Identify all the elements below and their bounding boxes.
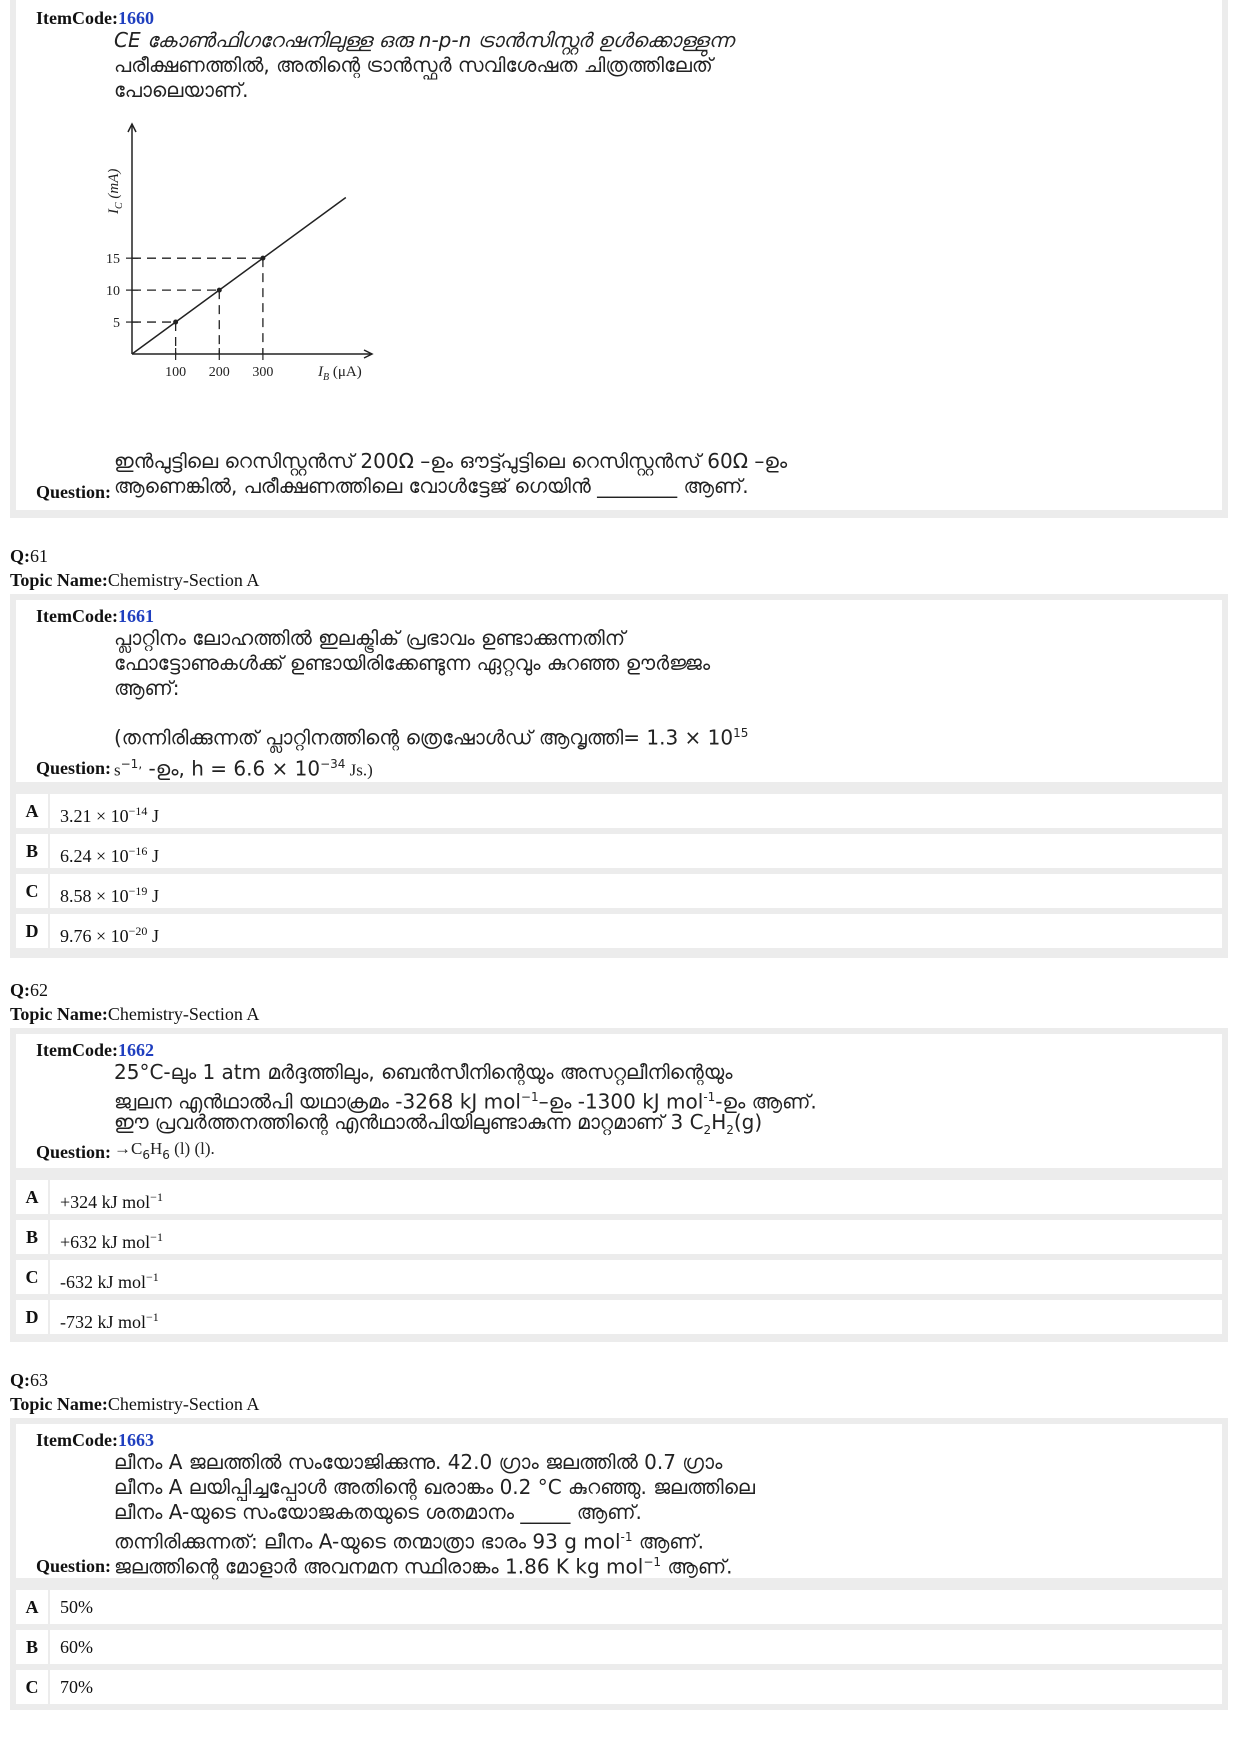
question-number: Q:62 (10, 980, 48, 1000)
question-text-line: ജലത്തിന്റെ മോളാർ അവനമന സ്ഥിരാങ്കം 1.86 K kg mol$^{-1}$ ആണ്. (114, 1554, 733, 1579)
option-text: 50% (60, 1597, 93, 1617)
chart-series (132, 197, 346, 354)
option-b[interactable] (16, 1220, 1222, 1254)
option-text: -732 kJ mol$^{-1}$ (60, 1310, 159, 1332)
question-text-line: 25°C-ലും 1 atm മർദ്ദത്തിലും, ബെൻസീനിന്റെയും അസറ്റലീനിന്റെയും (114, 1060, 733, 1084)
chart-axes (128, 124, 372, 358)
x-tick-label: 300 (252, 365, 274, 380)
item-code-number: 1661 (117, 606, 154, 626)
question-body-1661 (16, 600, 1222, 782)
question-card-1661 (10, 594, 1228, 958)
question-text-line: പോലെയാണ്. (114, 78, 249, 102)
topic-name: Topic Name:Chemistry-Section A (10, 1394, 260, 1414)
option-text: $6.24 \times 10^{-16}$ J (60, 844, 159, 866)
option-d[interactable] (16, 1300, 1222, 1334)
question-label: Question: (36, 758, 112, 778)
option-b[interactable] (16, 834, 1222, 868)
question-number: Q:63 (10, 1370, 48, 1390)
item-code: ItemCode:1660 (36, 8, 154, 28)
question-text-line: ലീനം A ലയിപ്പിച്ചപ്പോൾ അതിന്റെ ഖരാങ്കം 0.2 °C കുറഞ്ഞു. ജലത്തിലെ (114, 1475, 755, 1499)
question-body-1660 (16, 0, 1222, 510)
option-letter: B (16, 1220, 50, 1254)
question-text-line: CE കോൺഫിഗറേഷനിലുള്ള ഒരു n-p-n ട്രാൻസിസ്റ്റർ ഉൾക്കൊള്ളുന്ന (114, 28, 734, 52)
option-letter: A (16, 794, 50, 828)
question-card-1662 (10, 1028, 1228, 1342)
option-c[interactable] (16, 1670, 1222, 1704)
question-text-line: ഫോട്ടോണുകൾക്ക് ഉണ്ടായിരിക്കേണ്ടുന്ന ഏറ്റവും കുറഞ്ഞ ഊർജ്ജം (114, 651, 711, 675)
question-label: Question: (36, 1142, 112, 1162)
question-text-line: തന്നിരിക്കുന്നത്: ലീനം A-യുടെ തന്മാത്രാ ഭാരം 93 g mol$^{-1}$ ആണ്. (114, 1529, 704, 1554)
question-text-line: ലീനം A ജലത്തിൽ സംയോജിക്കുന്നു. 42.0 ഗ്രാം ജലത്തിൽ 0.7 ഗ്രാം (114, 1450, 723, 1474)
item-code-number: 1663 (117, 1430, 154, 1450)
question-label: Question: (36, 1556, 112, 1576)
option-letter: C (16, 1260, 50, 1294)
question-text-line: ഇൻപുട്ടിലെ റെസിസ്റ്റൻസ് 200Ω –ഉം ഔട്ട്പുട്ടിലെ റെസിസ്റ്റൻസ് 60Ω –ഉം (114, 449, 788, 473)
question-text-line: ആണ്: (114, 676, 180, 700)
option-letter: D (16, 914, 50, 948)
question-label: Question: (36, 482, 112, 502)
option-letter: B (16, 1630, 50, 1664)
question-body-1662 (16, 1034, 1222, 1168)
item-code-number: 1662 (117, 1040, 154, 1060)
option-text: $8.58 \times 10^{-19}$ J (60, 884, 159, 906)
option-text: $3.21 \times 10^{-14}$ J (60, 804, 159, 826)
question-text-line: ജ്വലന എൻഥാൽപി യഥാക്രമം -3268 kJ mol$^{-1}$–ഉം -1300 kJ mol$^{-1}$-ഉം ആണ്. (114, 1089, 817, 1114)
question-text-line: ഈ പ്രവർത്തനത്തിന്റെ എൻഥാൽപിയിലുണ്ടാകുന്ന മാറ്റമാണ് 3 $C_2H_2(g)$ (114, 1110, 763, 1137)
question-text-line: ആണെങ്കിൽ, പരീക്ഷണത്തിലെ വോൾട്ടേജ് ഗെയിൻ ________ ആണ്. (114, 474, 749, 498)
item-code-number: 1660 (117, 8, 154, 28)
data-point (260, 256, 265, 261)
x-axis-label: $I_B$ (μA) (318, 364, 362, 383)
data-point (173, 320, 178, 325)
option-text: $9.76 \times 10^{-20}$ J (60, 924, 159, 946)
option-letter: A (16, 1180, 50, 1214)
option-letter: A (16, 1590, 50, 1624)
y-tick-label: 10 (106, 284, 120, 300)
option-a[interactable] (16, 794, 1222, 828)
option-b[interactable] (16, 1630, 1222, 1664)
option-a[interactable] (16, 1590, 1222, 1624)
question-card-1663 (10, 1418, 1228, 1710)
question-number: Q:61 (10, 546, 48, 566)
option-letter: D (16, 1300, 50, 1334)
option-a[interactable] (16, 1180, 1222, 1214)
topic-name: Topic Name:Chemistry-Section A (10, 1004, 260, 1024)
chart-labels (106, 169, 362, 383)
question-card-1660 (10, 0, 1228, 518)
question-text-line: ലീനം A-യുടെ സംയോജകതയുടെ ശതമാനം _____ ആണ്. (114, 1500, 642, 1524)
option-c[interactable] (16, 874, 1222, 908)
option-text: +324 kJ mol$^{-1}$ (60, 1190, 163, 1212)
question-text-line: (തന്നിരിക്കുന്നത് പ്ലാറ്റിനത്തിന്റെ ത്രെഷോൾഡ് ആവൃത്തി= $1.3 \times 10^{15}$ (114, 725, 749, 750)
transfer-characteristic-chart (100, 118, 420, 438)
question-text-line: $\to C_6H_6$ (l) (l). (114, 1139, 215, 1162)
x-tick-label: 200 (208, 365, 230, 380)
item-code: ItemCode:1661 (36, 606, 154, 626)
y-tick-label: 15 (106, 252, 120, 268)
option-c[interactable] (16, 1260, 1222, 1294)
question-text-line: പരീക്ഷണത്തിൽ, അതിന്റെ ട്രാൻസ്ഫർ സവിശേഷത ചിത്രത്തിലേത് (114, 53, 713, 77)
option-letter: B (16, 834, 50, 868)
item-code: ItemCode:1662 (36, 1040, 154, 1060)
data-point (217, 288, 222, 293)
y-tick-label: 5 (113, 316, 120, 332)
y-axis-label: $I_C$ (mA) (106, 168, 125, 214)
question-text-line: $s^{-1,}$ -ഉം, $h = 6.6 \times 10^{-34}$ Js.) (114, 756, 373, 781)
option-letter: C (16, 874, 50, 908)
question-body-1663 (16, 1424, 1222, 1578)
option-text: 70% (60, 1677, 93, 1697)
characteristic-line (132, 197, 346, 354)
option-d[interactable] (16, 914, 1222, 948)
x-tick-label: 100 (165, 365, 187, 380)
option-letter: C (16, 1670, 50, 1704)
question-text-line: പ്ലാറ്റിനം ലോഹത്തിൽ ഇലക്ട്രിക് പ്രഭാവം ഉണ്ടാക്കുന്നതിന് (114, 626, 626, 650)
item-code: ItemCode:1663 (36, 1430, 154, 1450)
option-text: +632 kJ mol$^{-1}$ (60, 1230, 163, 1252)
topic-name: Topic Name:Chemistry-Section A (10, 570, 260, 590)
option-text: -632 kJ mol$^{-1}$ (60, 1270, 159, 1292)
option-text: 60% (60, 1637, 93, 1657)
